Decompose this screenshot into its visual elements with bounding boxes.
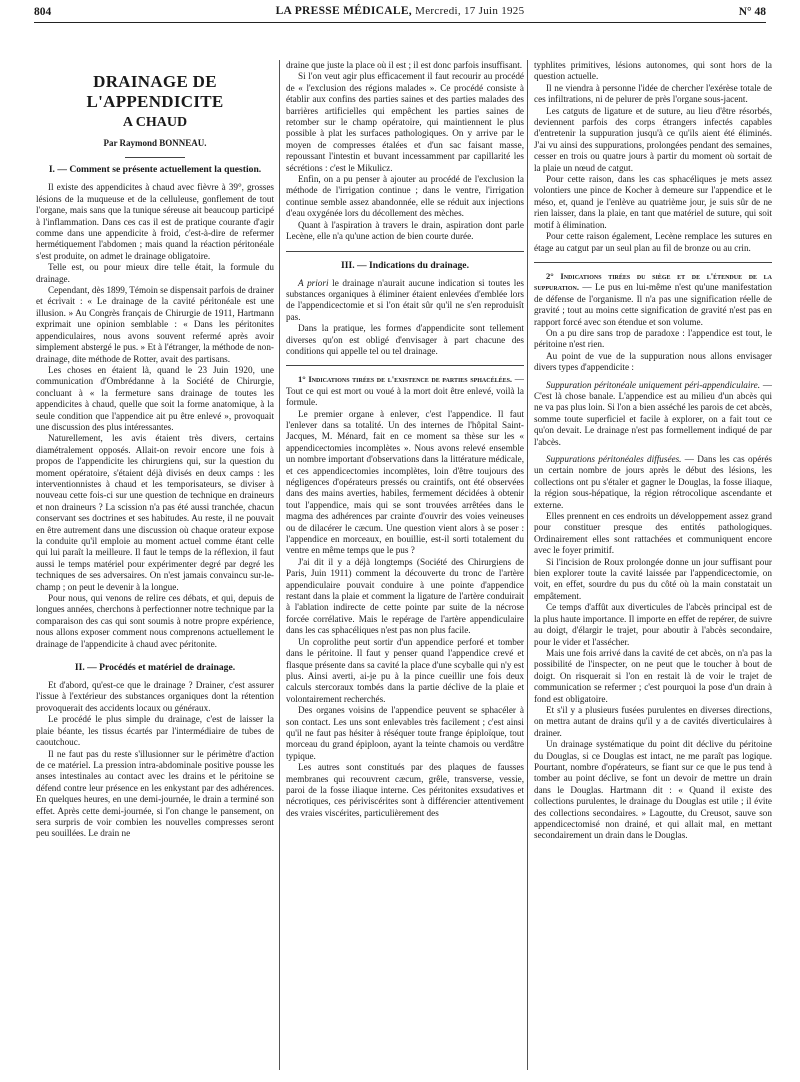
section-heading: II. — Procédés et matériel de drainage.	[74, 662, 236, 674]
paragraph-text: — Tout ce qui est mort ou voué à la mort doit être enlevé, voilà la formule.	[286, 374, 524, 408]
paragraph: Et d'abord, qu'est-ce que le drainage ? Drainer, c'est assurer l'issue à l'extérieur des substances organiques dont la rétention provoquerait des accidents locaux ou généraux.	[36, 680, 274, 713]
column-divider	[527, 60, 528, 1070]
paragraph: Et s'il y a plusieurs fusées purulentes en diverses directions, on mettra autant de drains qu'il y a de cavités diverticulaires à drainer.	[534, 704, 772, 738]
paragraph-text: — Dans les cas opérés un certain nombre de jours après le début des lésions, les collections ont pu s'étaler et gagner le Douglas, la fosse iliaque, la région sous-hépatique, la région rétrocolique ascendante et externe.	[534, 454, 772, 510]
paragraph: Le procédé le plus simple du drainage, c'est de laisser la plaie béante, les tissus écartés par l'intermédiaire de tubes de caoutchouc.	[36, 714, 274, 748]
title-separator	[125, 157, 185, 158]
italic-phrase: A priori	[298, 277, 329, 288]
page-number: 804	[34, 6, 52, 18]
paragraph: Un coprolithe peut sortir d'un appendice perforé et tomber dans le péritoine. Il faut y penser quand l'appendice crevé et flasque présente dans sa cavité la place d'une scyballe qui n'y est plus. Ainsi averti, ai-je pu à la pince cueillir une fois deux calculs stercoraux tombés dans la partie déclive de la plaie et volontairement recherchés.	[286, 636, 524, 704]
paragraph: On a pu dire sans trop de paradoxe : l'appendice est tout, le péritoine n'est rien.	[534, 327, 772, 350]
section-heading: I. — Comment se présente actuellement la question.	[48, 164, 262, 176]
journal-header	[34, 5, 766, 17]
article-title-line2: A CHAUD	[122, 115, 188, 130]
running-header	[34, 4, 766, 22]
article-author: Par Raymond BONNEAU.	[103, 138, 207, 148]
paragraph: Mais une fois arrivé dans la cavité de cet abcès, on n'a pas la possibilité de l'inspecter, on ne peut que le toucher à bout de doigt. On risquerait si l'on en restait là de voir le trajet de communication se refermer ; c'est pourquoi la pose d'un drain à fond est obligatoire.	[534, 647, 772, 704]
paragraph: Telle est, ou pour mieux dire telle était, la formule du drainage.	[36, 262, 274, 284]
header-rule	[34, 22, 766, 23]
paragraph: Il ne faut pas du reste s'illusionner sur le périmètre d'action de ce matériel. La pression intra-abdominale positive pousse les anses intestinales au contact avec les drains et le péritoine se défend contre leur présence en les enkystant par des adhérences. En quelques heures, en une demi-journée, le drain a terminé son effet. Après cette demi-journée, si l'on change le pansement, on sera surpris de voir combien les nouvelles compresses seront peu souillées. Le drain ne	[36, 748, 274, 839]
paragraph: Dans la pratique, les formes d'appendicite sont tellement diverses qu'on est obligé d'envisager à part chacune des conditions qui appelle tel ou tel drainage.	[286, 323, 524, 356]
paragraph: Si l'incision de Roux prolongée donne un jour suffisant pour bien explorer toute la cavité laissée par l'appendicectomie, on voit, en effet, sourdre du pus du côté où la main constatait un empâtement.	[534, 556, 772, 601]
paragraph: Au point de vue de la suppuration nous allons envisager divers types d'appendicite :	[534, 350, 772, 373]
section-heading: III. — Indications du drainage.	[341, 259, 469, 271]
paragraph: Enfin, on a pu penser à ajouter au procédé de l'exclusion la méthode de l'irrigation continue ; dans le ventre, l'irrigation continue semble assez abandonnée, elle se réduit aux injections d'eau oxygénée lors du décollement des mèches.	[286, 174, 524, 219]
paragraph: Cependant, dès 1899, Témoin se dispensait parfois de drainer et écrivait : « Le drainage de la cavité péritonéale est une illusion. » Au Congrès français de Chirurgie de 1911, Hartmann exprimait une opinion semblable : « Dans les péritonites appendiculaires, nous avons souvent refermé après avoir simplement abstergé le pus. » Et à l'étranger, la méthode de non-drainage, dite méthode de Rotter, avait des partisans.	[36, 285, 274, 364]
paragraph	[286, 278, 524, 324]
subheading: 1° Indications tirées de l'existence de parties sphacélées.	[298, 374, 513, 385]
journal-title: LA PRESSE MÉDICALE,	[275, 5, 412, 17]
paragraph: Des organes voisins de l'appendice peuvent se sphacéler à son contact. Les uns sont enlevables très facilement ; c'est ainsi qu'il ne faut pas hésiter à réséquer toute frange épiploïque, tout morceau du grand épiploon, ayant la teinte chamois ou verdâtre typique.	[286, 705, 524, 761]
paragraph: Si l'on veut agir plus efficacement il faut recourir au procédé de « l'exclusion des régions malades ». Ce procédé consiste à établir aux confins des parties saines et des parties malades des barrières artificielles qui empêchent les parties saines de retomber sur le champ opératoire, qui maintiennent le plus possible à plat les surfaces pathologiques. On y arrive par le moyen de compresses étalées et d'un sac faisant masse, repoussant l'intestin et buvant incessamment par capillarité les sécrétions : c'est le Mikulicz.	[286, 71, 524, 173]
article-title: DRAINAGE DE L'APPENDICITE	[86, 72, 224, 111]
column-divider	[279, 60, 280, 1070]
paragraph: Les catguts de ligature et de suture, au lieu d'être résorbés, deviennent parfois des corps étrangers infectés capables d'entretenir la suppuration jusqu'à ce qu'ils aient été éliminés. J'ai vu ainsi des suppurations, prolongées pendant des semaines, cesser en trois ou quatre jours à partir du moment où sortait de la plaie un nœud de catgut.	[534, 105, 772, 173]
section-rule	[286, 251, 524, 252]
subheading: 2° Indications tirées du siège et de l'étendue de la suppuration.	[534, 270, 772, 293]
paragraph	[534, 271, 772, 328]
paragraph-text: — Le pus en lui-même n'est qu'une manifestation de défense de l'organisme. Il n'a pas une signification réelle de gravité ; tout au moins cette signification de gravité n'est pas en rapport forcé avec son étendue et son volume.	[534, 282, 772, 327]
paragraph: Quant à l'aspiration à travers le drain, aspiration dont parle Lecène, elle n'a qu'une action de bien courte durée.	[286, 219, 524, 242]
paragraph: Elles prennent en ces endroits un développement assez grand pour constituer presque des entités pathologiques. Ordinairement elles sont rattachées et communiquent encore avec le foyer primitif.	[534, 511, 772, 556]
paragraph-text: le drainage n'aurait aucune indication si toutes les substances organiques à éliminer étaient enlevées d'emblée lors de l'appendicectomie et si l'on était sûr qu'il ne s'en reproduisît pas.	[286, 277, 524, 322]
italic-subheading: Suppurations péritonéales diffusées.	[546, 454, 682, 464]
section-rule	[286, 365, 524, 366]
paragraph: Naturellement, les avis étaient très divers, certains diamétralement opposés. Allait-on revoir encore une fois à propos de l'appendicite les chirurgiens qui, sur la question du moment opératoire, s'étaient déjà divisés en deux camps : les interventionnistes à chaud et les temporisateurs, se diviser à nouveau cette fois-ci sur une question de technique en draineurs et non draineurs ? La scission n'a pas été aussi tranchée, chacun conservant ses doctrines et ses habitudes. Au reste, il ne pouvait en être autrement dans une discussion où chaque orateur expose la conduite qu'il emploie au moment actuel comme étant celle qui lui paraît la meilleure. Il faut le temps de la réflexion, il faut aussi le temps matériel pour expérimenter degré par degré les techniques de ses adversaires. On n'est jamais convaincu sur-le-champ ; on peut le devenir à la longue.	[36, 433, 274, 592]
paragraph: Les autres sont constitués par des plaques de fausses membranes qui recouvrent cæcum, grêle, transverse, vessie, paroi de la fosse iliaque interne. Ces péritonites exsudatives et nécrotiques, ces périviscérites sont à différencier attentivement des vraies viscérites, particulièrement des	[286, 762, 524, 818]
column-1	[36, 64, 274, 1076]
paragraph	[534, 380, 772, 448]
paragraph: typhlites primitives, lésions autonomes, qui sont hors de la question actuelle.	[534, 60, 772, 82]
paragraph: Le premier organe à enlever, c'est l'appendice. Il faut l'enlever dans sa totalité. Un des internes de l'hôpital Saint-Jacques, M. Ménard, fait en ce moment sa thèse sur les « appendicectomies incomplètes ». Nous avons relevé ensemble un nombre important d'observations dans la littérature médicale, et ces appendicectomies incomplètes, loin d'être toujours des négligences d'opérateurs pressés ou craintifs, ont été observées dans des mains averties, habiles, fermement décidées à obtenir tout l'appendice, mais qui se sont trouvées arrêtées dans le magma des adhérences par crainte d'ouvrir des voies veineuses ou de dilacérer le cæcum. Une question vient alors à se poser : l'appendice en morceaux, en bouillie, est-il sorti totalement du ventre en même temps que le pus ?	[286, 408, 524, 556]
section-rule	[534, 262, 772, 263]
paragraph: Il existe des appendicites à chaud avec fièvre à 39°, grosses lésions de la muqueuse et de la celluleuse, gonflement de tout l'organe, mais sans que la tunique séreuse ait beaucoup participé à l'inflammation. Dans ces cas il est de pratique courante d'agir comme dans une appendicite à froid, c'est-à-dire de refermer hermétiquement l'abdomen ; mais quand la réaction péritonéale s'est produite, on admet le drainage obligatoire.	[36, 182, 274, 261]
paragraph: Il ne viendra à personne l'idée de chercher l'exérèse totale de ces infiltrations, ni de pelurer de près l'organe sous-jacent.	[534, 82, 772, 105]
issue-number: N° 48	[738, 6, 766, 18]
column-3	[534, 60, 772, 1072]
paragraph	[534, 454, 772, 511]
italic-subheading: Suppuration péritonéale uniquement péri-appendiculaire.	[546, 379, 761, 390]
paragraph: Pour nous, qui venons de relire ces débats, et qui, depuis de longues années, cherchons à perfectionner notre technique par la comparaison des cas qui sont soumis à notre propre expérience, nous allons exposer comment nous comprenons actuellement le drainage de l'appendicite à chaud avec péritonite.	[36, 593, 274, 649]
paragraph: Un drainage systématique du point dit déclive du péritoine du Douglas, si ce Douglas est intact, ne me paraît pas logique. Pourtant, nombre d'opérateurs, se fiant sur ce que le pus tend à tomber au point déclive, se font un devoir de mettre un drain dans le Douglas. Hartmann dit : « Quand il existe des collections purulentes, le drainage du Douglas est utile ; il évite des collections secondaires. » Lagoutte, du Creusot, sauve son appendicectomisé non drainé, et qui allait mal, en mettant secondairement un drain dans le Douglas.	[534, 739, 772, 841]
paragraph: Ce temps d'affût aux diverticules de l'abcès principal est de la plus haute importance. Il importe en effet de repérer, de suivre au doigt, d'élargir le trajet, pour aboutir à l'abcès secondaire, pour le vider et l'assécher.	[534, 602, 772, 647]
paragraph	[286, 374, 524, 408]
paragraph: Pour cette raison, dans les cas sphacéliques je mets assez volontiers une pince de Kocher à demeure sur l'appendice et le méso, et, quand je l'enlève au quatrième jour, je suis sûr de ne rien laisser, dans la plaie, en tant que matériel de suture, qui soit motif à élimination.	[534, 174, 772, 230]
paragraph: draine que juste la place où il est ; il est donc parfois insuffisant.	[286, 60, 523, 70]
paragraph: Les choses en étaient là, quand le 23 Juin 1920, une communication d'Ombrédanne à la Société de Chirurgie, concluant à « la fermeture sans drainage de toutes les appendicites à chaud, quelle que soit la forme anatomique, à la seule condition que l'appendice ait pu être enlevé », provoquait une discussion des plus intéressantes.	[36, 364, 274, 432]
column-2	[286, 60, 524, 1072]
paragraph: J'ai dit il y a déjà longtemps (Société des Chirurgiens de Paris, Juin 1911) comment la découverte du tronc de l'artère appendiculaire pouvait conduire à une pointe d'appendice restant dans la plaie et comment la ligature de l'artère conduirait à l'ablation indirecte de cette pointe par suite de la nécrose forcée corrélative. Mais le repérage de l'artère appendiculaire dans les cas sphacéliques n'est pas non plus facile.	[286, 556, 524, 636]
paragraph-text: — C'est là chose banale. L'appendice est au milieu d'un abcès qui ne va pas plus loin. Si l'on a bien asséché les parois de cet abcès, somme toute superficiel et facile à explorer, on a fait tout ce qu'on devait. Le drainage n'est pas formellement indiqué de par l'abcès.	[534, 379, 772, 447]
paragraph: Pour cette raison également, Lecène remplace les sutures en étage au catgut par un seul plan au fil de bronze ou au crin.	[534, 231, 772, 253]
issue-date: Mercredi, 17 Juin 1925	[415, 5, 525, 17]
